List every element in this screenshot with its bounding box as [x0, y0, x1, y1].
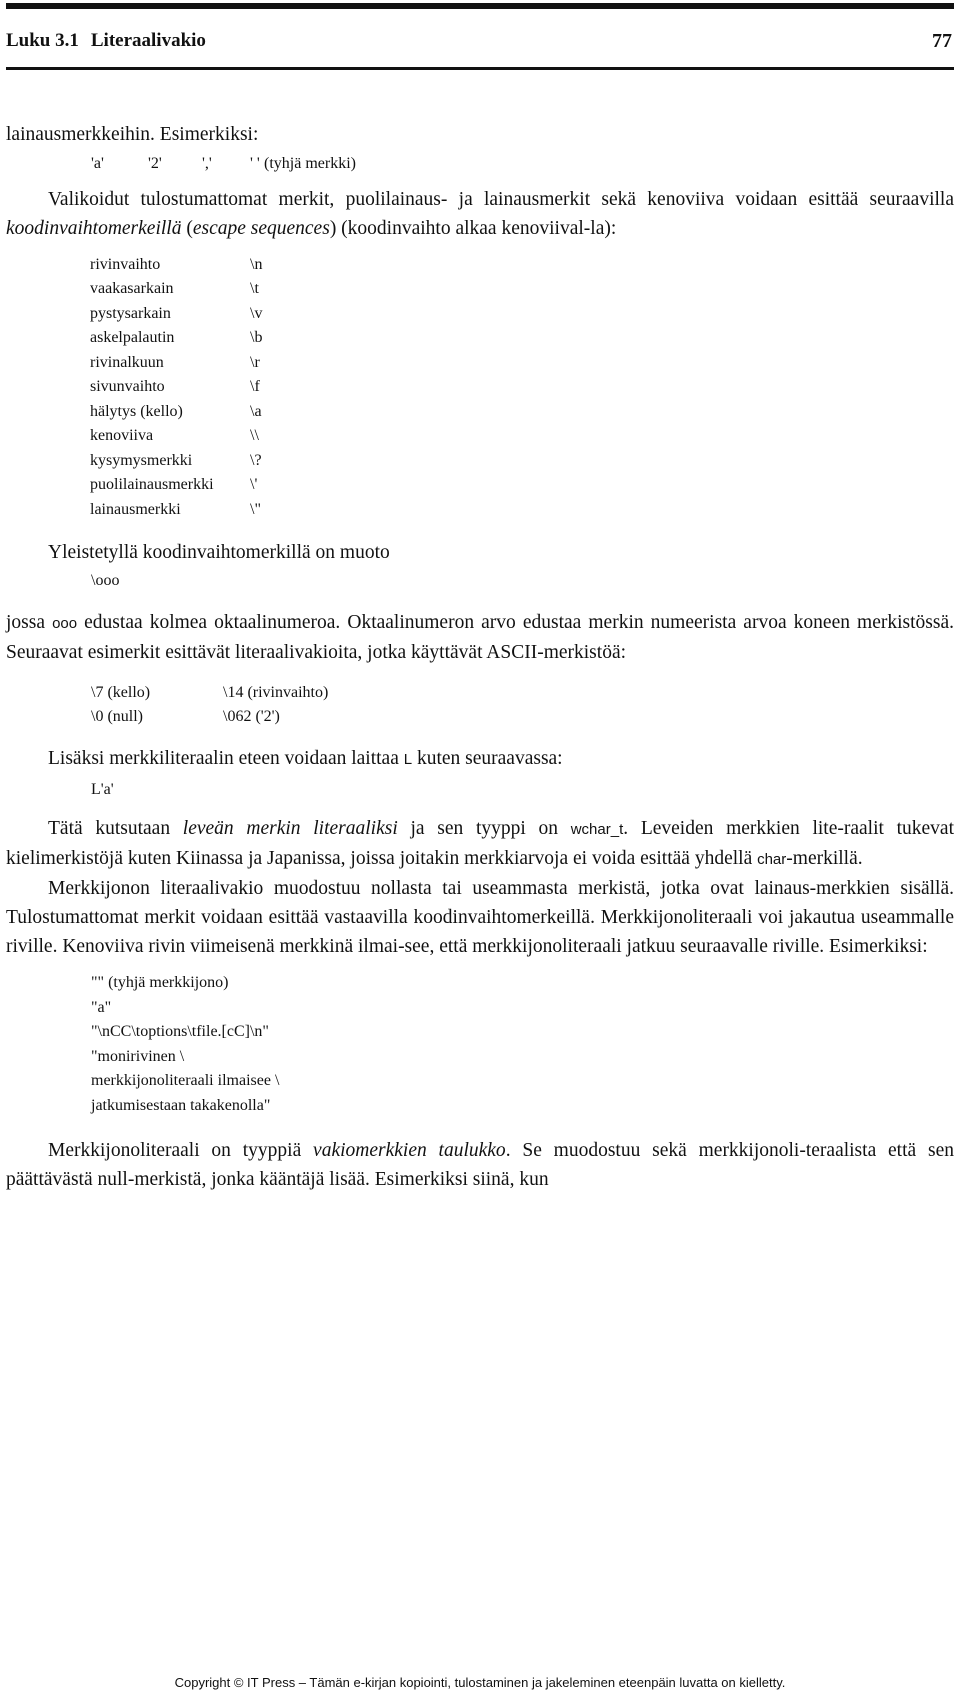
escape-code: \?	[250, 451, 262, 469]
text: ) (koodinvaihto alkaa kenoviival-la):	[329, 217, 617, 239]
page-header	[6, 30, 954, 54]
string-example: "" (tyhjä merkkijono)	[91, 974, 229, 991]
term-const-char-array: vakiomerkkien taulukko	[313, 1140, 506, 1161]
escape-row	[90, 498, 954, 523]
paragraph-general-form: Yleistetyllä koodinvaihtomerkillä on muoto	[48, 542, 390, 563]
string-examples	[91, 971, 954, 1118]
code-char: char	[757, 851, 787, 868]
page-number: 77	[932, 30, 952, 52]
escape-code: \"	[250, 500, 261, 518]
header-rule	[6, 67, 954, 70]
paragraph-escape-intro	[6, 185, 954, 243]
text: Tätä kutsutaan	[48, 818, 183, 839]
text: kuten seuraavassa:	[412, 747, 563, 769]
section-number: Luku 3.1	[6, 30, 79, 51]
string-example: "monirivinen \	[91, 1047, 185, 1065]
escape-name: lainausmerkki	[90, 500, 181, 518]
string-example: "a"	[91, 998, 112, 1016]
char-example: ','	[202, 155, 212, 172]
text: jossa	[6, 611, 53, 633]
char-example: 'a'	[91, 155, 104, 172]
string-example: merkkijonoliteraali ilmaisee \	[91, 1072, 280, 1089]
escape-name: puolilainausmerkki	[90, 476, 214, 493]
octal-example: \062 ('2')	[223, 708, 280, 725]
octal-form: \ooo	[91, 572, 120, 589]
escape-code: \t	[250, 280, 259, 297]
text: . Leveiden merkkien lite-raalit tukevat kielimerkistöjä kuten Kiinassa ja Japanissa, joissa joitakin merkkiarvoja ei voida esittää yhdellä	[6, 818, 955, 869]
wide-char-example: L'a'	[91, 780, 114, 798]
text: Lisäksi merkkiliteraalin eteen voidaan laittaa	[48, 747, 404, 769]
paragraph-string-type	[6, 1136, 954, 1194]
escape-name: kenoviiva	[90, 427, 154, 444]
string-example: jatkumisestaan takakenolla"	[91, 1096, 271, 1114]
escape-row	[90, 351, 954, 376]
term-escape: koodinvaihtomerkeillä	[6, 217, 182, 239]
paragraph-wide-char	[6, 814, 954, 874]
escape-row	[90, 375, 954, 400]
octal-row	[91, 705, 954, 730]
escape-row	[90, 277, 954, 302]
escape-code: \'	[250, 476, 258, 493]
escape-row	[90, 424, 954, 449]
term-escape-en: escape sequences	[192, 217, 330, 239]
char-literal-examples	[91, 152, 954, 177]
escape-row	[90, 326, 954, 351]
text: Valikoidut tulostumattomat merkit, puolilainaus- ja lainausmerkit sekä kenoviiva voidaan esittää seuraavilla	[48, 188, 954, 210]
escape-code: \v	[250, 304, 263, 322]
text: edustaa kolmea oktaalinumeroa. Oktaalinumeron arvo edustaa merkin numeerista arvoa koneen merkistössä. Seuraavat esimerkit esittävät literaalivakioita, jotka käyttävät ASCII-merkistöä:	[6, 611, 954, 663]
escape-name: askelpalautin	[90, 329, 175, 346]
escape-name: sivunvaihto	[90, 378, 165, 395]
octal-example: \14 (rivinvaihto)	[223, 683, 329, 701]
octal-row	[91, 681, 954, 706]
escape-name: kysymysmerkki	[90, 451, 193, 469]
section-title: Literaalivakio	[90, 30, 206, 51]
text: (	[181, 217, 193, 239]
text: -merkillä.	[786, 848, 863, 869]
octal-example: \0 (null)	[91, 708, 143, 725]
escape-name: vaakasarkain	[90, 280, 174, 297]
copyright-footer: Copyright © IT Press – Tämän e-kirjan kopiointi, tulostaminen ja jakeleminen eteenpäin luvatta on kielletty.	[174, 1675, 786, 1690]
text: Merkkijonoliteraali on tyyppiä	[48, 1140, 314, 1161]
top-rule	[6, 3, 954, 9]
paragraph-intro: lainausmerkkeihin. Esimerkiksi:	[6, 124, 259, 145]
escape-code: \n	[250, 255, 263, 273]
string-example: "\nCC\toptions\tfile.[cC]\n"	[91, 1023, 269, 1040]
escape-row	[90, 449, 954, 474]
term-wide-literal: leveän merkin literaaliksi	[182, 818, 398, 839]
escape-code: \\	[250, 427, 259, 444]
code-ooo: ooo	[52, 614, 78, 632]
char-example: '2'	[148, 155, 162, 172]
escape-row	[90, 253, 954, 278]
escape-row	[90, 473, 954, 498]
escape-name: pystysarkain	[90, 304, 171, 322]
char-example-note: (tyhjä merkki)	[264, 155, 356, 172]
text: ja sen tyyppi on	[397, 818, 571, 839]
escape-name: rivinalkuun	[90, 353, 164, 371]
escape-table	[90, 253, 954, 523]
octal-example: \7 (kello)	[91, 683, 151, 701]
code-L: L	[403, 750, 413, 768]
char-example: ' '	[250, 155, 260, 172]
octal-examples	[91, 681, 954, 730]
escape-code: \a	[250, 402, 262, 420]
paragraph-octal	[6, 608, 954, 667]
running-head	[6, 30, 206, 52]
paragraph-string-literal: Merkkijonon literaalivakio muodostuu nollasta tai useammasta merkistä, jotka ovat lainaus-merkkien sisällä. Tulostumattomat merkit voidaan esittää vastaavilla koodinvaihtomerkeillä. Merkkijonoliteraali voi jakautua useammalle riville. Kenoviiva rivin viimeisenä merkkinä ilmai-see, että merkkijonoliteraali jatkuu seuraavalle riville. Esimerkiksi:	[6, 878, 954, 957]
paragraph-wide-prefix	[6, 744, 954, 774]
escape-code: \r	[250, 353, 260, 371]
page-body	[6, 120, 954, 1194]
escape-name: hälytys (kello)	[90, 402, 183, 420]
escape-row	[90, 302, 954, 327]
code-wchar-t: wchar_t	[570, 821, 624, 838]
escape-code: \f	[250, 378, 260, 395]
escape-name: rivinvaihto	[90, 255, 161, 273]
escape-row	[90, 400, 954, 425]
escape-code: \b	[250, 329, 263, 346]
text: . Se muodostuu sekä merkkijonoli-teraalista että sen päättävästä null-merkistä, jonka kääntäjä lisää. Esimerkiksi siinä, kun	[6, 1140, 954, 1190]
